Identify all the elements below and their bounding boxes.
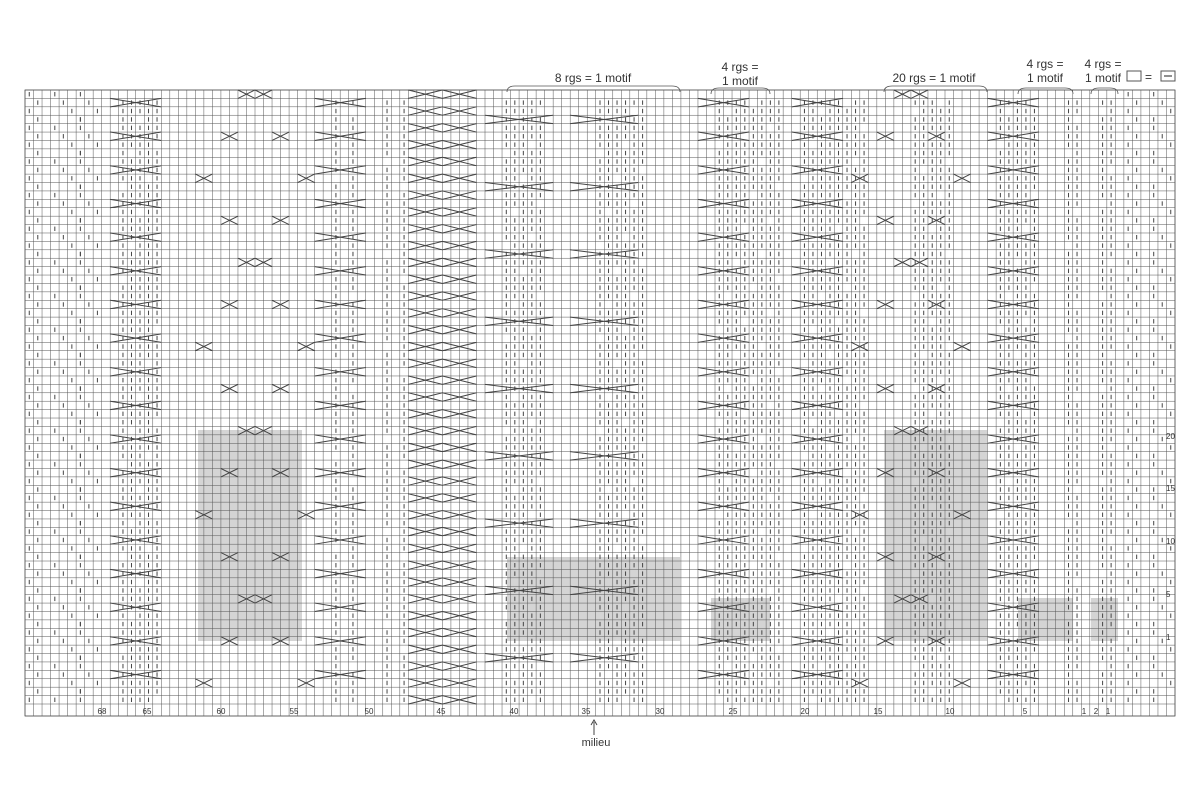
center-label: milieu [581,737,611,749]
legend [1127,70,1175,84]
row-number: 20 [1166,432,1175,441]
row-numbers [1166,432,1175,642]
column-number: 15 [873,707,883,716]
column-number: 20 [800,707,810,716]
repeat-headers [555,57,1122,88]
repeat-brace [1091,88,1118,94]
center-marker [582,720,611,749]
row-number: 10 [1166,537,1175,546]
row-number: 15 [1166,484,1175,493]
column-number: 55 [289,707,299,716]
column-number: 40 [509,707,519,716]
repeat-brace [507,86,680,92]
column-number: 5 [1022,707,1028,716]
header-4-rows-a-line2: 1 motif [721,74,759,88]
column-number: 25 [728,707,738,716]
column-number: 2 [1093,707,1099,716]
column-number: 35 [581,707,591,716]
column-number: 1 [1081,707,1087,716]
repeat-brace [1018,88,1073,94]
header-4-rows-b-line2: 1 motif [1026,71,1064,85]
column-number: 1 [1105,707,1111,716]
header-4-rows-a-line1: 4 rgs = [721,60,759,74]
column-number: 60 [216,707,226,716]
highlight-area [198,430,302,641]
column-number: 45 [436,707,446,716]
column-number: 65 [142,707,152,716]
column-number: 50 [364,707,374,716]
column-number: 68 [97,707,107,716]
header-4-rows-b-line1: 4 rgs = [1026,57,1064,71]
column-number: 30 [655,707,665,716]
repeat-brace [884,86,987,92]
highlight-area [884,430,987,641]
legend-empty-square [1127,71,1141,81]
row-number: 5 [1166,590,1171,599]
header-20-rows: 20 rgs = 1 motif [892,71,976,85]
row-number: 1 [1166,633,1171,642]
header-4-rows-c-line2: 1 motif [1084,71,1122,85]
header-4-rows-c-line1: 4 rgs = [1084,57,1122,71]
column-number: 10 [945,707,955,716]
highlight-area [1091,598,1118,641]
legend-equals: = [1145,70,1153,84]
header-8-rows: 8 rgs = 1 motif [554,71,632,85]
